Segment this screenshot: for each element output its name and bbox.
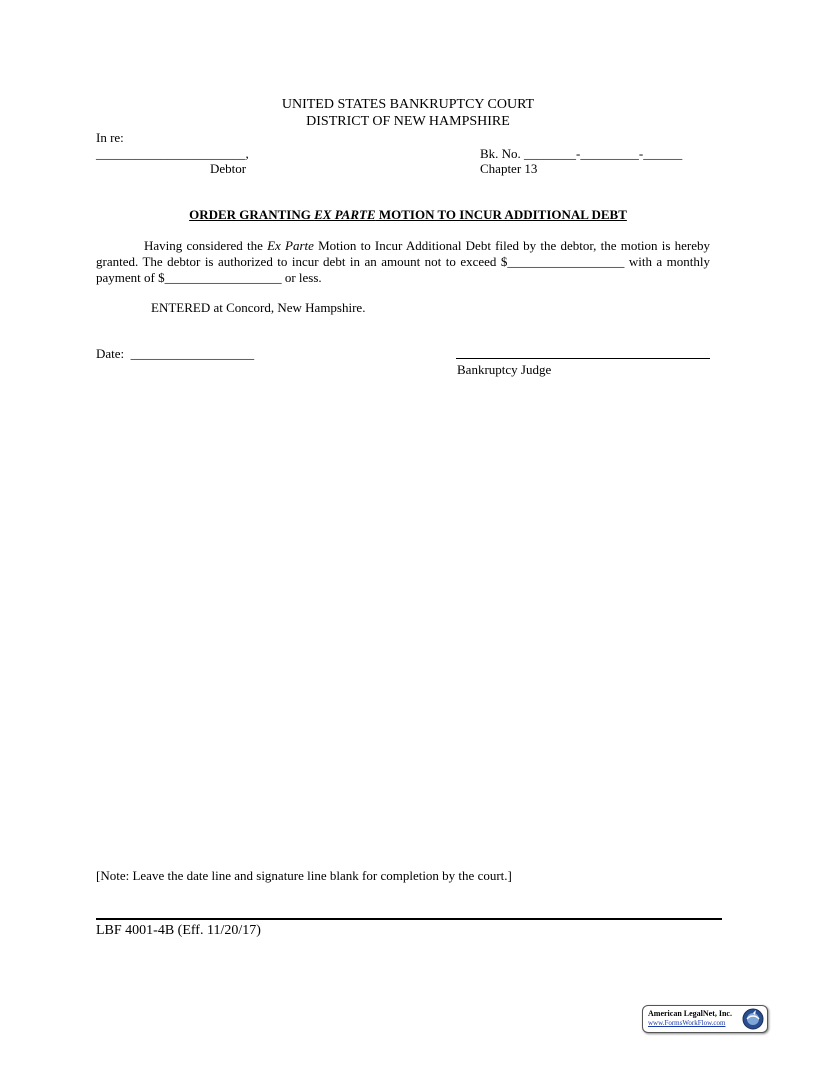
district-name: DISTRICT OF NEW HAMPSHIRE	[306, 114, 510, 129]
paragraph-part-1: Having considered the	[144, 238, 268, 253]
date-field	[96, 346, 254, 362]
form-identifier: LBF 4001-4B (Eff. 11/20/17)	[96, 923, 261, 938]
order-title	[0, 207, 816, 223]
globe-icon	[742, 1008, 764, 1030]
badge-url-link[interactable]: www.FormsWorkFlow.com	[648, 1019, 726, 1027]
bankruptcy-number: Bk. No. ________-_________-______	[480, 146, 683, 161]
title-part-2: MOTION TO INCUR ADDITIONAL DEBT	[375, 207, 627, 222]
badge-company: American LegalNet, Inc.	[648, 1009, 732, 1018]
paragraph-part-2: Motion to Incur Additional Debt filed by the debtor, the motion is hereby granted. The debtor is authorized to incur debt in an amount not to exceed $__________________ with a monthly payment of $__________________ or less.	[96, 238, 711, 285]
completion-note: [Note: Leave the date line and signature line blank for completion by the court.]	[96, 868, 512, 883]
court-name: UNITED STATES BANKRUPTCY COURT	[281, 97, 535, 112]
chapter-label: Chapter 13	[480, 161, 538, 176]
debtor-name-line: _______________________,	[96, 146, 249, 161]
date-line: ___________________	[130, 346, 255, 361]
paragraph-italic: Ex Parte	[267, 238, 314, 253]
title-italic: EX PARTE	[314, 207, 376, 222]
entered-line: ENTERED at Concord, New Hampshire.	[151, 300, 366, 315]
title-part-1: ORDER GRANTING	[189, 207, 315, 222]
date-label: Date:	[96, 346, 131, 361]
american-legalnet-badge[interactable]	[642, 1005, 768, 1033]
footer-divider	[96, 918, 722, 920]
order-paragraph	[96, 238, 710, 286]
judge-signature-line	[456, 358, 710, 359]
debtor-label: Debtor	[210, 161, 247, 176]
in-re-label: In re:	[96, 130, 124, 145]
judge-label: Bankruptcy Judge	[457, 362, 552, 377]
